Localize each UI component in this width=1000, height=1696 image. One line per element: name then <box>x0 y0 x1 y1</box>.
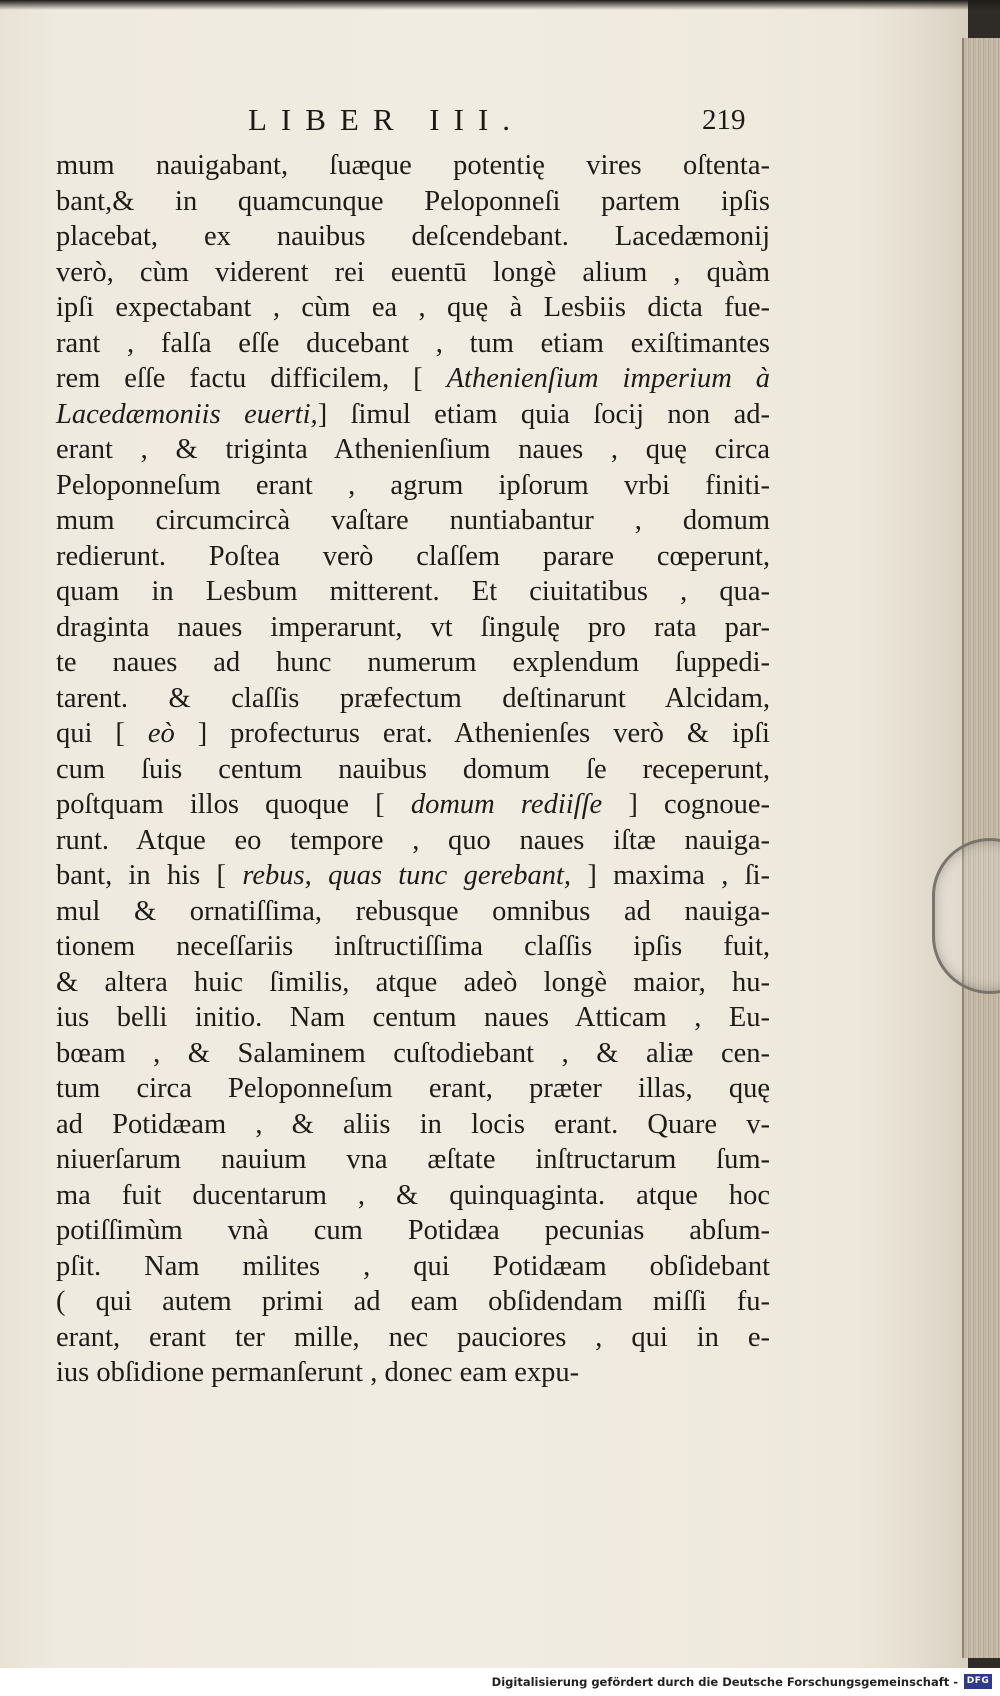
italic-segment: eò <box>147 718 175 749</box>
text-line <box>56 1071 770 1107</box>
text-segment: & altera huic ſimilis, atque adeò longè maior, hu- <box>56 966 770 998</box>
text-line <box>56 539 770 575</box>
text-line <box>56 610 770 646</box>
text-segment: ] maxima , ſi- <box>571 860 770 891</box>
text-segment: tionem neceſſariis inſtructiſſima claſſis ipſis fuit, <box>56 931 770 962</box>
text-segment: mum circumcircà vaſtare nuntiabantur , domum <box>56 505 770 536</box>
text-line <box>56 290 770 326</box>
text-segment: mul & ornatiſſima, rebusque omnibus ad nauiga- <box>56 895 770 927</box>
text-segment: rant , falſa eſſe ducebant , tum etiam exiſtimantes <box>56 327 770 359</box>
text-line <box>56 681 770 717</box>
text-segment: potiſſimùm vnà cum Potidæa pecunias abſum- <box>56 1215 770 1246</box>
italic-segment: domum rediiſſe <box>410 789 603 820</box>
text-line <box>56 468 770 504</box>
text-segment: placebat, ex nauibus deſcendebant. Lacedæmonij <box>56 221 770 252</box>
text-line <box>56 1178 770 1214</box>
text-segment: quam in Lesbum mitterent. Et ciuitatibus , qua- <box>56 576 770 607</box>
text-line <box>56 965 770 1001</box>
running-head: LIBER III. <box>248 102 525 137</box>
text-segment: draginta naues imperarunt, vt ſingulę pro rata par- <box>56 611 770 643</box>
text-line <box>56 1213 770 1249</box>
text-line <box>56 361 770 397</box>
text-segment: mum nauigabant, ſuæque potentię vires oſtenta- <box>56 150 770 181</box>
text-segment: ius obſidione permanſerunt , donec eam expu- <box>56 1357 580 1388</box>
text-line <box>56 503 770 539</box>
text-segment: pſit. Nam milites , qui Potidæam obſidebant <box>56 1250 770 1282</box>
text-line <box>56 255 770 291</box>
text-line <box>56 752 770 788</box>
italic-segment: Athenienſium imperium à <box>446 363 770 394</box>
text-segment: verò, cùm viderent rei euentū longè alium , quàm <box>56 256 770 288</box>
text-segment: bant, in his [ <box>56 860 243 891</box>
text-line <box>56 894 770 930</box>
text-block <box>56 148 770 1391</box>
text-segment: Peloponneſum erant , agrum ipſorum vrbi finiti- <box>56 469 770 501</box>
text-line <box>56 716 770 752</box>
text-line <box>56 1036 770 1072</box>
text-line <box>56 1107 770 1143</box>
text-line <box>56 787 770 823</box>
text-line <box>56 929 770 965</box>
text-line <box>56 823 770 859</box>
text-segment: runt. Atque eo tempore , quo naues iſtæ nauiga- <box>56 824 770 856</box>
text-line <box>56 1284 770 1320</box>
text-line <box>56 432 770 468</box>
text-segment: poſtquam illos quoque [ <box>56 789 411 820</box>
text-line <box>56 326 770 362</box>
text-segment: bant,& in quamcunque Peloponneſi partem ipſis <box>56 185 770 217</box>
text-segment: ma fuit ducentarum , & quinquaginta. atque hoc <box>56 1179 770 1211</box>
text-line <box>56 1000 770 1036</box>
text-segment: cum ſuis centum nauibus domum ſe receperunt, <box>56 753 770 785</box>
text-segment: tum circa Peloponneſum erant, præter illas, quę <box>56 1073 770 1104</box>
text-line <box>56 148 770 184</box>
text-line <box>56 858 770 894</box>
text-segment: erant, erant ter mille, nec pauciores , qui in e- <box>56 1321 770 1353</box>
italic-segment: rebus, quas tunc gerebant, <box>242 860 571 891</box>
text-line <box>56 397 770 433</box>
text-segment: rem eſſe factu difficilem, [ <box>56 363 447 394</box>
text-line <box>56 1249 770 1285</box>
text-line <box>56 184 770 220</box>
text-segment: ad Potidæam , & aliis in locis erant. Quare v- <box>56 1108 770 1140</box>
text-segment: ] profecturus erat. Athenienſes verò & ipſi <box>174 718 770 749</box>
italic-segment: Lacedæmoniis euerti, <box>56 398 318 430</box>
text-segment: ( qui autem primi ad eam obſidendam miſſi fu- <box>56 1286 770 1317</box>
text-segment: erant , & triginta Athenienſium naues , quę circa <box>56 434 770 465</box>
text-segment: ipſi expectabant , cùm ea , quę à Lesbiis dicta fue- <box>56 292 770 323</box>
text-segment: ] cognoue- <box>602 789 771 820</box>
footer <box>0 1670 1000 1696</box>
dfg-logo-icon: DFG <box>964 1674 992 1689</box>
page-number: 219 <box>702 104 746 136</box>
text-segment: ius belli initio. Nam centum naues Atticam , Eu- <box>56 1002 770 1033</box>
text-line <box>56 219 770 255</box>
text-segment: qui [ <box>56 718 148 749</box>
text-line <box>56 1142 770 1178</box>
funding-credit: Digitalisierung gefördert durch die Deutsche Forschungsgemeinschaft - <box>491 1675 958 1689</box>
text-line <box>56 574 770 610</box>
text-segment: niuerſarum nauium vna æſtate inſtructarum ſum- <box>56 1144 770 1175</box>
top-shadow <box>0 0 1000 10</box>
text-line <box>56 645 770 681</box>
text-line <box>56 1320 770 1356</box>
text-segment: ] ſimul etiam quia ſocij non ad- <box>317 398 770 430</box>
text-line <box>56 1355 770 1391</box>
text-segment: bœam , & Salaminem cuſtodiebant , & aliæ cen- <box>56 1037 770 1069</box>
text-segment: te naues ad hunc numerum explendum ſuppedi- <box>56 647 770 678</box>
text-segment: redierunt. Poſtea verò claſſem parare cœperunt, <box>56 540 770 572</box>
text-segment: tarent. & claſſis præfectum deſtinarunt Alcidam, <box>56 682 770 714</box>
